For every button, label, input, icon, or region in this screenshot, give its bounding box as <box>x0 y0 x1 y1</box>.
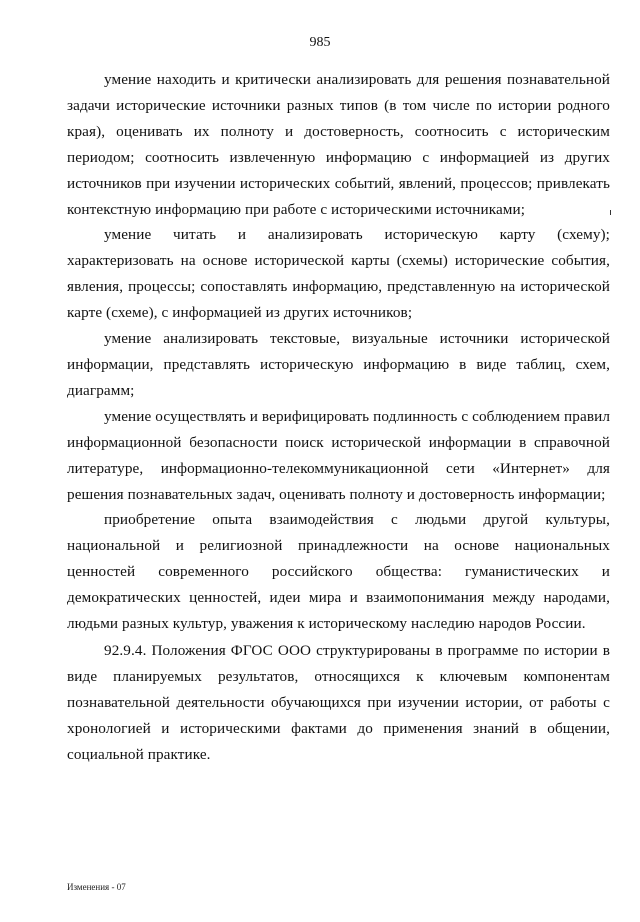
page-number: 985 <box>309 35 331 50</box>
paragraph-verification: умение осуществлять и верифицировать подлинность с соблюдением правил информационной безопасности поиск исторической информации в справочной литературе, информационно-телекоммуникационной сети «Интернет» для решения познавательных задач, оценивать полноту и достоверность информации; <box>67 407 610 503</box>
paragraph-culture: приобретение опыта взаимодействия с людьми другой культуры, национальной и религиозной принадлежности на основе национальных ценностей современного российского общества: гуманистических и демократических ценностей, идеи мира и взаимопонимания между народами, людьми разных культур, уважения к историческому наследию народов России. <box>67 511 610 633</box>
paragraph-map: умение читать и анализировать историческую карту (схему); характеризовать на основе исторической карты (схемы) исторические события, явления, процессы; сопоставлять информацию, представленную на исторической карте (схеме), с информацией из других источников; <box>67 226 610 322</box>
scan-artifact <box>610 210 611 215</box>
footer-note: Изменения - 07 <box>67 882 126 892</box>
paragraph-section-92-9-4: 92.9.4. Положения ФГОС ООО структурированы в программе по истории в виде планируемых результатов, относящихся к ключевым компонентам познавательной деятельности обучающихся при изучении истории, от работы с хронологией и историческими фактами до применения знаний в общении, социальной практике. <box>67 641 610 763</box>
paragraph-sources: умение находить и критически анализировать для решения познавательной задачи исторические источники разных типов (в том числе по истории родного края), оценивать их полноту и достоверность, соотносить с историческим периодом; соотносить извлеченную информацию с информацией из других источников при изучении исторических событий, явлений, процессов; привлекать контекстную информацию при работе с историческими источниками; <box>67 71 610 218</box>
document-body <box>67 67 610 767</box>
paragraph-analysis: умение анализировать текстовые, визуальные источники исторической информации, представлять историческую информацию в виде таблиц, схем, диаграмм; <box>67 330 610 399</box>
